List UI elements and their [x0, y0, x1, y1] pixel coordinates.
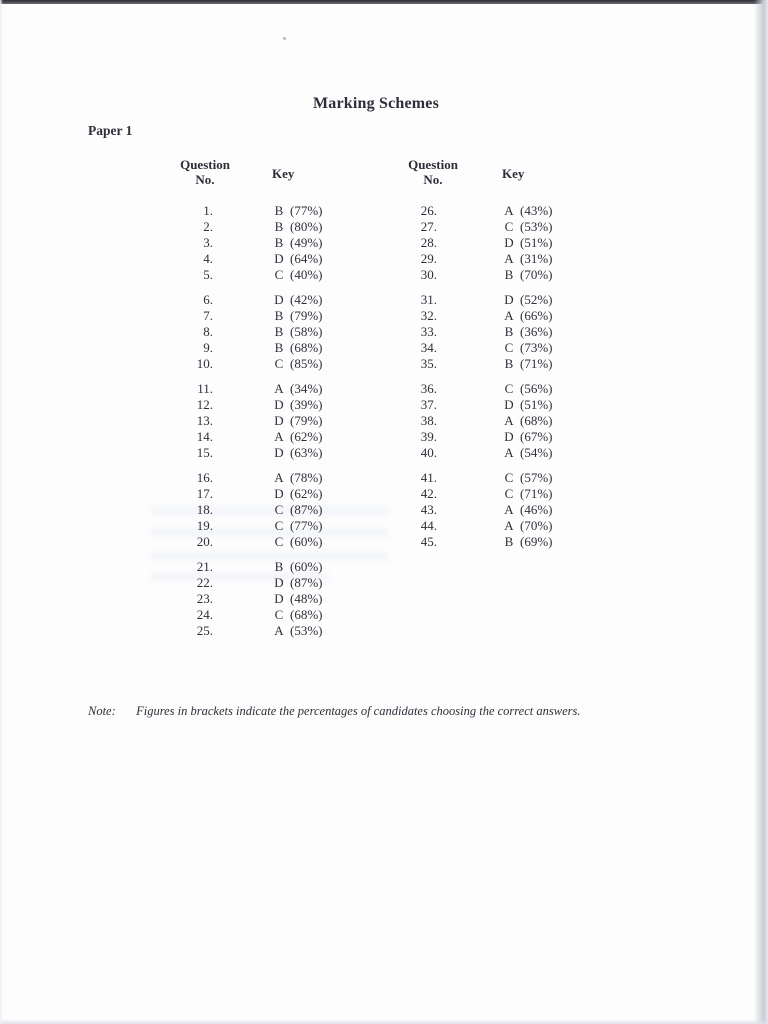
table-row	[150, 518, 323, 534]
answer-key: C	[504, 219, 514, 234]
question-number: 43.	[420, 502, 437, 517]
answer-key: D	[504, 235, 514, 250]
answer-key: A	[274, 381, 284, 396]
question-number: 22.	[196, 575, 213, 590]
question-number: 36.	[420, 381, 437, 396]
answer-percentage: (58%)	[290, 324, 323, 339]
answer-percentage: (57%)	[520, 470, 553, 485]
answer-group	[374, 292, 553, 372]
answer-key: D	[274, 413, 284, 428]
answer-key: B	[274, 219, 284, 234]
table-row	[374, 470, 553, 486]
question-number: 23.	[196, 591, 213, 606]
question-number: 31.	[420, 292, 437, 307]
question-number: 17.	[196, 486, 213, 501]
question-number: 21.	[196, 559, 213, 574]
answer-percentage: (87%)	[290, 575, 323, 590]
scan-top-edge-artifact	[0, 0, 768, 4]
answer-key: B	[274, 235, 284, 250]
question-number: 15.	[196, 445, 213, 460]
question-number: 37.	[420, 397, 437, 412]
answer-percentage: (31%)	[520, 251, 553, 266]
table-row	[150, 397, 323, 413]
table-row	[374, 502, 553, 518]
table-row	[150, 203, 323, 219]
answer-group	[374, 381, 553, 461]
answer-key: B	[504, 534, 514, 549]
table-row	[150, 534, 323, 550]
answer-key: C	[274, 502, 284, 517]
answer-percentage: (62%)	[290, 486, 323, 501]
answer-key: B	[504, 267, 514, 282]
scan-left-edge-artifact	[0, 0, 3, 1024]
table-row	[150, 324, 323, 340]
answer-percentage: (78%)	[290, 470, 323, 485]
question-number: 34.	[420, 340, 437, 355]
question-number: 27.	[420, 219, 437, 234]
question-number: 13.	[196, 413, 213, 428]
question-header-line1: Question	[180, 157, 230, 172]
answer-percentage: (71%)	[520, 486, 553, 501]
answer-percentage: (68%)	[290, 607, 323, 622]
question-number: 41.	[420, 470, 437, 485]
answer-percentage: (49%)	[290, 235, 323, 250]
answer-group	[150, 292, 323, 372]
answer-percentage: (40%)	[290, 267, 323, 282]
question-number: 18.	[196, 502, 213, 517]
answer-percentage: (52%)	[520, 292, 553, 307]
answer-key: A	[504, 502, 514, 517]
table-row	[374, 235, 553, 251]
answer-key: C	[504, 381, 514, 396]
question-number: 9.	[203, 340, 213, 355]
answer-percentage: (53%)	[290, 623, 323, 638]
answer-percentage: (69%)	[520, 534, 553, 549]
question-number: 33.	[420, 324, 437, 339]
answer-key: B	[504, 356, 514, 371]
answer-key: C	[274, 607, 284, 622]
answer-group	[150, 381, 323, 461]
answer-key: D	[504, 397, 514, 412]
answer-key: D	[274, 397, 284, 412]
answer-percentage: (70%)	[520, 267, 553, 282]
question-number: 20.	[196, 534, 213, 549]
answer-key: D	[504, 429, 514, 444]
answer-key: D	[274, 251, 284, 266]
question-number: 10.	[196, 356, 213, 371]
answer-key: B	[274, 308, 284, 323]
answer-percentage: (68%)	[520, 413, 553, 428]
table-row	[150, 219, 323, 235]
question-number: 19.	[196, 518, 213, 533]
answer-key: A	[274, 623, 284, 638]
question-number: 25.	[196, 623, 213, 638]
table-row	[374, 413, 553, 429]
question-number: 8.	[203, 324, 213, 339]
footnote-label: Note:	[88, 704, 116, 718]
table-row	[374, 534, 553, 550]
table-row	[374, 486, 553, 502]
question-number: 5.	[203, 267, 213, 282]
answers-column-right	[374, 203, 553, 559]
question-number: 16.	[196, 470, 213, 485]
question-number: 40.	[420, 445, 437, 460]
answer-percentage: (43%)	[520, 203, 553, 218]
question-number: 28.	[420, 235, 437, 250]
question-number: 26.	[420, 203, 437, 218]
table-row	[150, 308, 323, 324]
answer-percentage: (36%)	[520, 324, 553, 339]
table-row	[150, 267, 323, 283]
table-row	[150, 292, 323, 308]
table-row	[374, 308, 553, 324]
question-number: 2.	[203, 219, 213, 234]
question-number: 24.	[196, 607, 213, 622]
answer-key: C	[504, 486, 514, 501]
scan-speck-artifact	[283, 37, 286, 40]
table-row	[150, 559, 323, 575]
table-row	[150, 356, 323, 372]
answer-percentage: (46%)	[520, 502, 553, 517]
table-row	[150, 429, 323, 445]
answer-percentage: (53%)	[520, 219, 553, 234]
answer-percentage: (54%)	[520, 445, 553, 460]
table-row	[150, 486, 323, 502]
question-number: 45.	[420, 534, 437, 549]
answer-group	[374, 470, 553, 550]
answer-percentage: (87%)	[290, 502, 323, 517]
table-row	[150, 340, 323, 356]
answer-group	[150, 203, 323, 283]
scan-bottom-edge-artifact	[0, 1019, 768, 1024]
answer-key: A	[504, 445, 514, 460]
table-row	[150, 445, 323, 461]
answer-percentage: (77%)	[290, 203, 323, 218]
answer-percentage: (60%)	[290, 559, 323, 574]
answer-key: C	[274, 534, 284, 549]
question-number: 39.	[420, 429, 437, 444]
table-row	[150, 623, 323, 639]
question-number: 12.	[196, 397, 213, 412]
table-row	[374, 429, 553, 445]
table-row	[374, 219, 553, 235]
question-number: 3.	[203, 235, 213, 250]
answer-percentage: (68%)	[290, 340, 323, 355]
question-number: 29.	[420, 251, 437, 266]
table-row	[374, 203, 553, 219]
answer-key: A	[504, 251, 514, 266]
question-number: 1.	[203, 203, 213, 218]
answer-key: D	[274, 486, 284, 501]
answer-group	[150, 559, 323, 639]
answer-percentage: (79%)	[290, 308, 323, 323]
question-number: 30.	[420, 267, 437, 282]
question-number: 6.	[203, 292, 213, 307]
answer-percentage: (48%)	[290, 591, 323, 606]
table-row	[150, 413, 323, 429]
question-number: 14.	[196, 429, 213, 444]
footnote	[88, 704, 728, 719]
answer-key: B	[274, 203, 284, 218]
answer-key: D	[274, 445, 284, 460]
answer-percentage: (62%)	[290, 429, 323, 444]
table-row	[150, 502, 323, 518]
question-number: 38.	[420, 413, 437, 428]
answer-key: A	[504, 308, 514, 323]
answer-percentage: (79%)	[290, 413, 323, 428]
answer-key: B	[504, 324, 514, 339]
answer-percentage: (39%)	[290, 397, 323, 412]
answer-key: B	[274, 559, 284, 574]
table-row	[374, 292, 553, 308]
table-row	[374, 518, 553, 534]
table-row	[374, 397, 553, 413]
question-number: 11.	[197, 381, 213, 396]
answer-percentage: (63%)	[290, 445, 323, 460]
paper-label: Paper 1	[88, 123, 133, 138]
question-header-line2: No.	[423, 172, 443, 187]
table-row	[150, 607, 323, 623]
answer-key: A	[274, 429, 284, 444]
answers-column-left	[150, 203, 323, 648]
question-number: 4.	[203, 251, 213, 266]
answer-key: B	[274, 324, 284, 339]
answer-key: C	[274, 518, 284, 533]
table-row	[374, 267, 553, 283]
answer-key: C	[274, 356, 284, 371]
table-row	[374, 340, 553, 356]
answer-group	[374, 203, 553, 283]
footnote-text: Figures in brackets indicate the percentages of candidates choosing the correct answers.	[136, 704, 581, 718]
answer-key: D	[504, 292, 514, 307]
answer-percentage: (56%)	[520, 381, 553, 396]
question-number: 7.	[203, 308, 213, 323]
answer-percentage: (77%)	[290, 518, 323, 533]
answer-key: C	[504, 340, 514, 355]
answer-percentage: (51%)	[520, 397, 553, 412]
answer-percentage: (71%)	[520, 356, 553, 371]
answer-key: D	[274, 591, 284, 606]
key-header-right: Key	[502, 166, 525, 181]
question-number: 44.	[420, 518, 437, 533]
table-row	[374, 445, 553, 461]
answer-percentage: (85%)	[290, 356, 323, 371]
table-row	[150, 381, 323, 397]
answer-percentage: (64%)	[290, 251, 323, 266]
answer-key: A	[504, 518, 514, 533]
page-title: Marking Schemes	[312, 95, 440, 112]
question-number: 42.	[420, 486, 437, 501]
table-row	[150, 235, 323, 251]
answer-key: D	[274, 575, 284, 590]
question-header-line2: No.	[195, 172, 215, 187]
table-row	[150, 575, 323, 591]
question-no-header-right	[388, 157, 478, 187]
answer-key: B	[274, 340, 284, 355]
question-number: 35.	[420, 356, 437, 371]
answer-percentage: (42%)	[290, 292, 323, 307]
answer-percentage: (80%)	[290, 219, 323, 234]
table-row	[374, 381, 553, 397]
answer-percentage: (67%)	[520, 429, 553, 444]
answer-key: C	[504, 470, 514, 485]
scan-right-edge-artifact	[754, 0, 768, 1024]
answer-percentage: (70%)	[520, 518, 553, 533]
answer-key: A	[504, 203, 514, 218]
answer-percentage: (34%)	[290, 381, 323, 396]
answer-key: C	[274, 267, 284, 282]
table-row	[150, 470, 323, 486]
answer-key: A	[274, 470, 284, 485]
answer-percentage: (73%)	[520, 340, 553, 355]
question-number: 32.	[420, 308, 437, 323]
table-row	[150, 591, 323, 607]
table-row	[374, 324, 553, 340]
answer-percentage: (66%)	[520, 308, 553, 323]
question-header-line1: Question	[408, 157, 458, 172]
answer-key: D	[274, 292, 284, 307]
table-row	[374, 356, 553, 372]
table-row	[374, 251, 553, 267]
answer-group	[150, 470, 323, 550]
table-row	[150, 251, 323, 267]
question-no-header-left	[160, 157, 250, 187]
answer-percentage: (60%)	[290, 534, 323, 549]
key-header-left: Key	[272, 166, 295, 181]
answer-key: A	[504, 413, 514, 428]
answer-percentage: (51%)	[520, 235, 553, 250]
